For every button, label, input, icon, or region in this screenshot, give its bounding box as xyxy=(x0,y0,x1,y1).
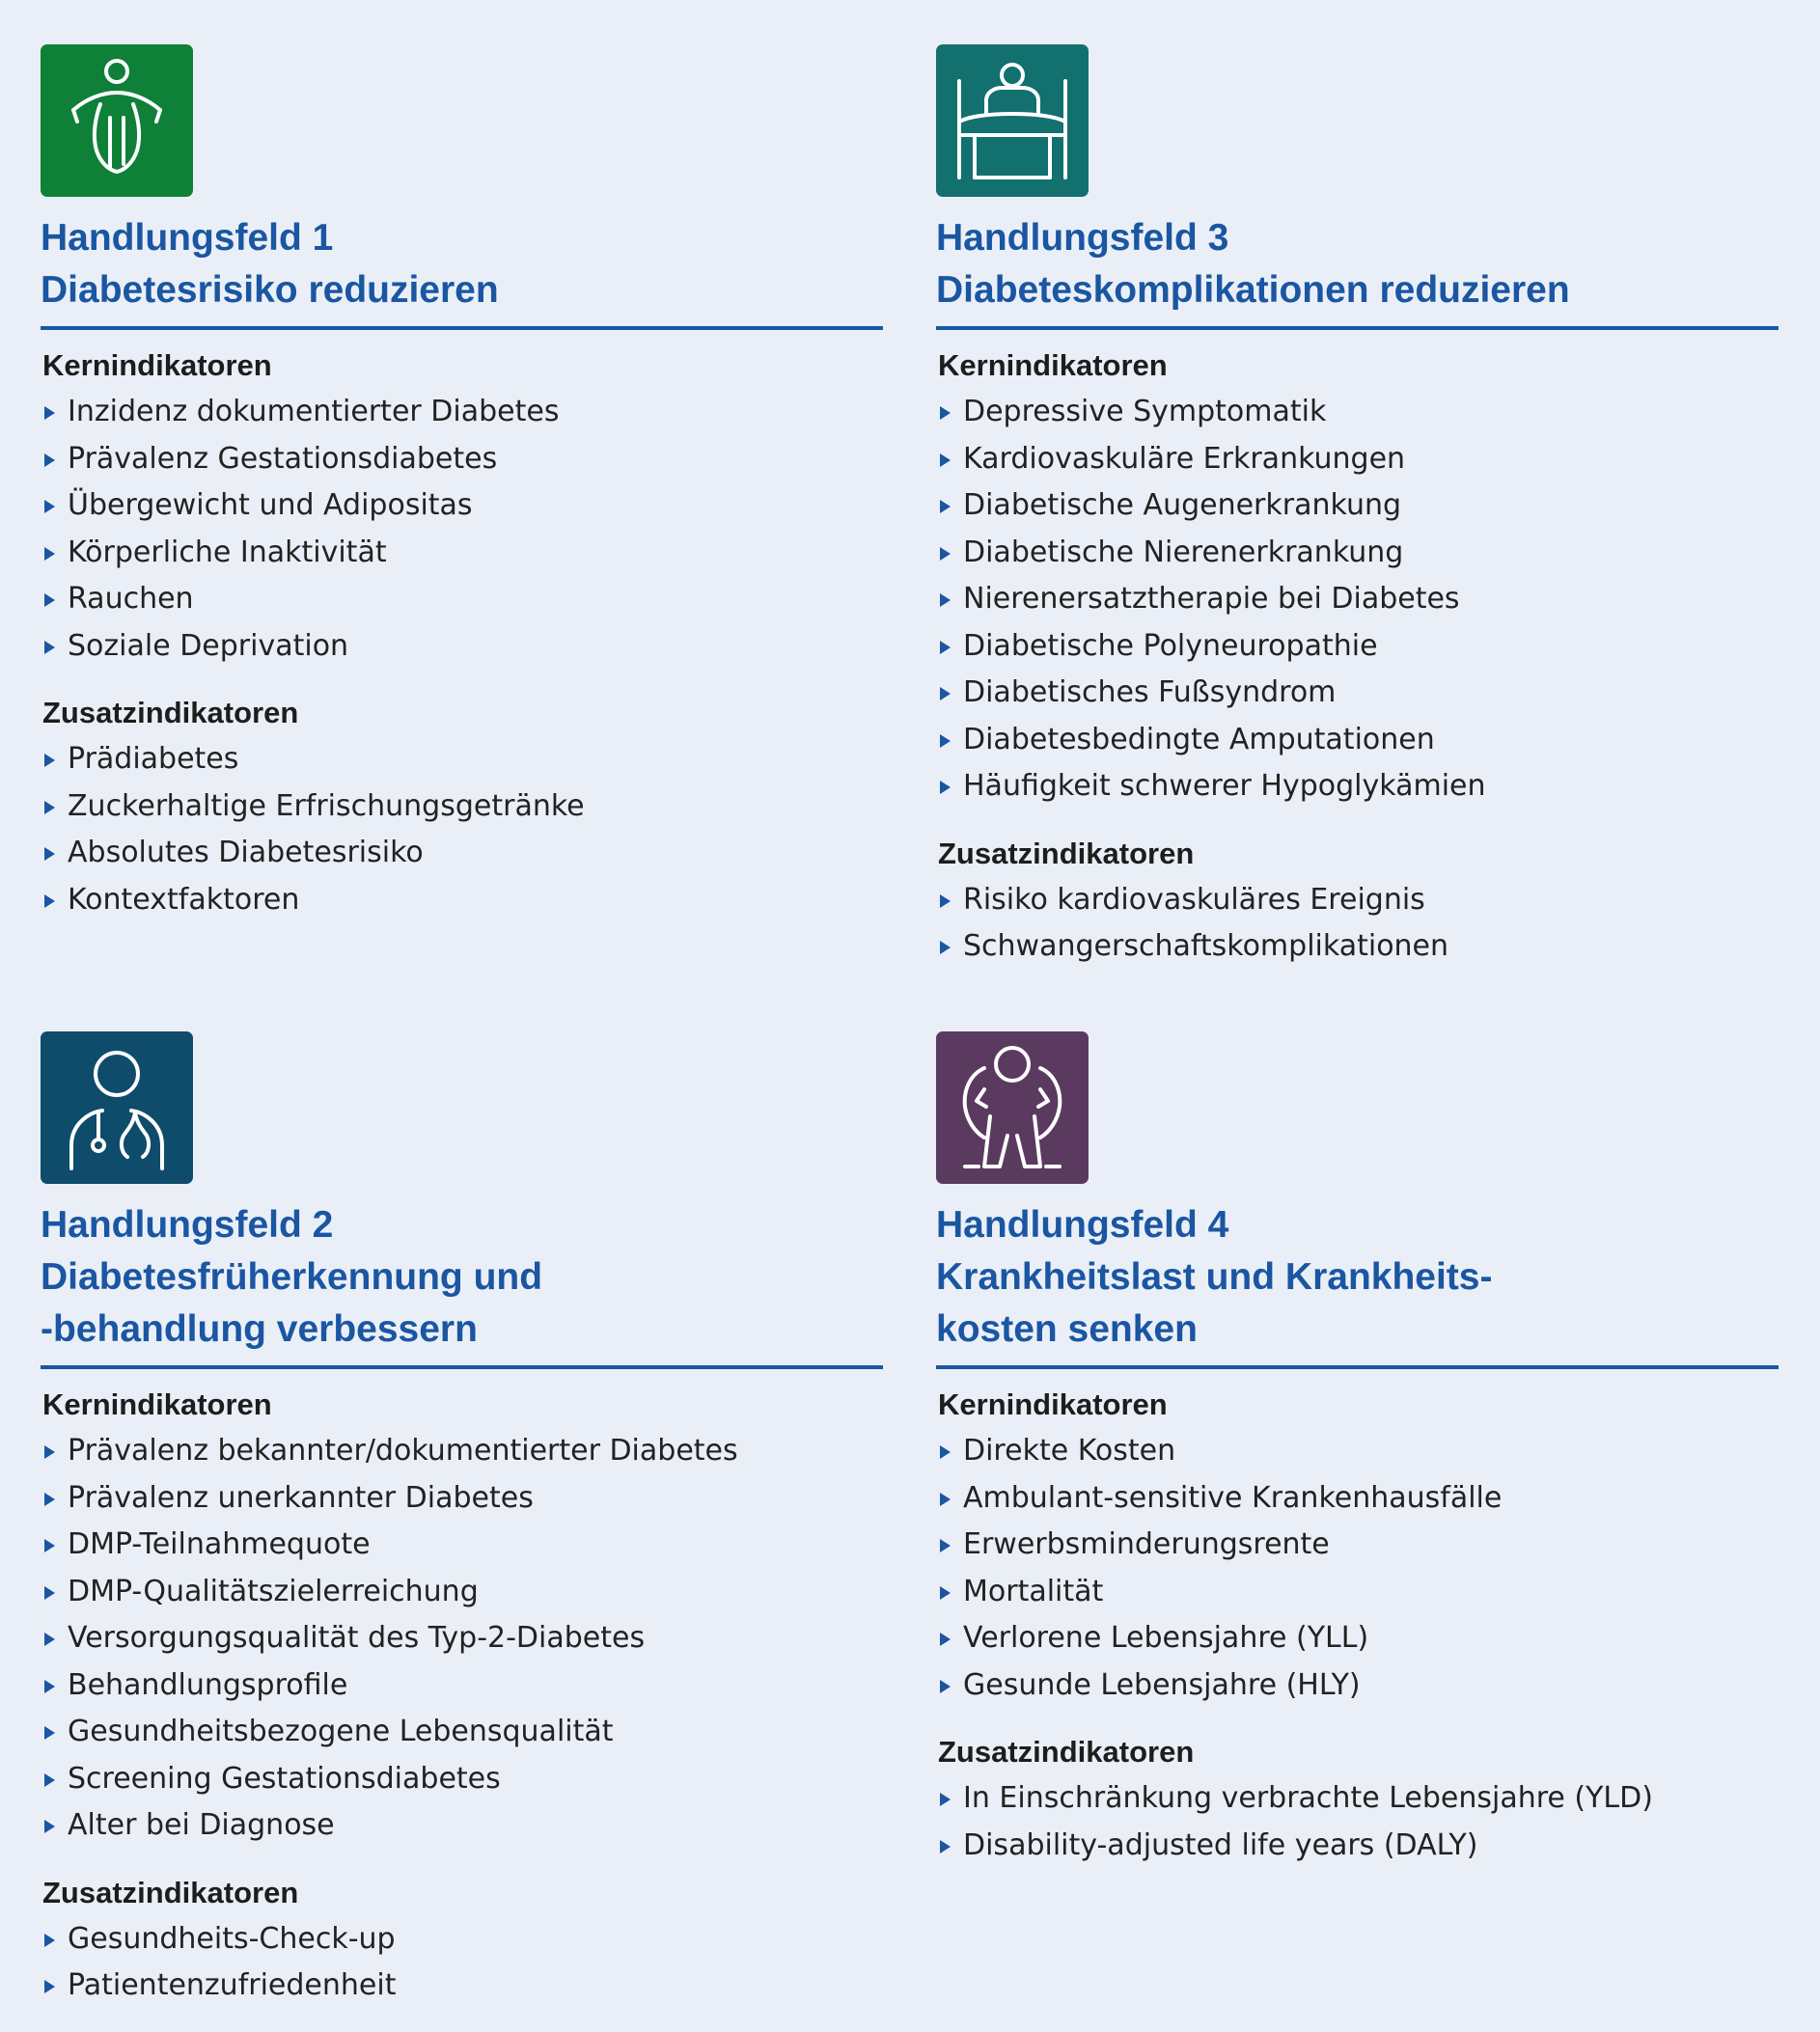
list-item: Diabetische Augenerkrankung xyxy=(936,482,1779,530)
list-item: Mortalität xyxy=(936,1569,1779,1616)
list-item: Screening Gestationsdiabetes xyxy=(41,1756,883,1803)
list-item: Nierenersatztherapie bei Diabetes xyxy=(936,576,1779,623)
list-item: DMP-Teilnahmequote xyxy=(41,1522,883,1569)
list-item: Diabetische Nierenerkrankung xyxy=(936,530,1779,577)
action-field-3-icon-box xyxy=(936,44,1089,197)
list-item: Gesundheitsbezogene Lebensqualität xyxy=(41,1709,883,1756)
additional-indicators-list xyxy=(41,736,883,923)
list-item: Zuckerhaltige Erfrischungsgetränke xyxy=(41,783,883,831)
additional-indicators-list xyxy=(41,1916,883,2010)
list-item: Absolutes Diabetesrisiko xyxy=(41,830,883,877)
core-indicators-title: Kernindikatoren xyxy=(938,348,1168,382)
list-item: Schwangerschaftskomplikationen xyxy=(936,923,1779,971)
action-field-4-heading xyxy=(936,1199,1779,1369)
action-field-1-panel xyxy=(41,44,883,923)
heading-line: Handlungsfeld 3 xyxy=(936,217,1229,259)
heading-line: -behandlung verbessern xyxy=(41,1308,478,1350)
additional-indicators-list xyxy=(936,877,1779,971)
list-item: Diabetisches Fußsyndrom xyxy=(936,670,1779,717)
action-field-3-panel xyxy=(936,44,1779,971)
list-item: Kardiovaskuläre Erkrankungen xyxy=(936,436,1779,483)
action-field-1-icon-box xyxy=(41,44,193,197)
list-item: Prävalenz bekannter/dokumentierter Diabetes xyxy=(41,1428,883,1475)
list-item: In Einschränkung verbrachte Lebensjahre (YLD) xyxy=(936,1775,1779,1823)
core-indicators-title: Kernindikatoren xyxy=(938,1387,1168,1421)
core-indicators-list xyxy=(936,1428,1779,1709)
additional-indicators-list xyxy=(936,1775,1779,1869)
list-item: Prävalenz unerkannter Diabetes xyxy=(41,1475,883,1523)
core-indicators-list xyxy=(41,389,883,670)
list-item: Prävalenz Gestationsdiabetes xyxy=(41,436,883,483)
heading-line: Diabetesrisiko reduzieren xyxy=(41,269,499,311)
core-indicators-list xyxy=(41,1428,883,1850)
list-item: Alter bei Diagnose xyxy=(41,1802,883,1850)
core-indicators-list xyxy=(936,389,1779,810)
list-item: Prädiabetes xyxy=(41,736,883,783)
core-indicators-title: Kernindikatoren xyxy=(42,1387,272,1421)
list-item: Depressive Symptomatik xyxy=(936,389,1779,436)
additional-indicators-title: Zusatzindikatoren xyxy=(42,1875,299,1909)
action-field-4-icon-box xyxy=(936,1031,1089,1184)
core-indicators-title: Kernindikatoren xyxy=(42,348,272,382)
list-item: Risiko kardiovaskuläres Ereignis xyxy=(936,877,1779,924)
list-item: Behandlungsprofile xyxy=(41,1662,883,1710)
list-item: Versorgungsqualität des Typ-2-Diabetes xyxy=(41,1615,883,1662)
action-field-3-heading xyxy=(936,212,1779,330)
person-in-bed-icon xyxy=(936,44,1089,197)
heading-line: Krankheitslast und Krankheits- xyxy=(936,1256,1493,1298)
action-field-1-heading xyxy=(41,212,883,330)
heading-line: Handlungsfeld 1 xyxy=(41,217,334,259)
list-item: Gesunde Lebensjahre (HLY) xyxy=(936,1662,1779,1710)
list-item: Direkte Kosten xyxy=(936,1428,1779,1475)
list-item: Verlorene Lebensjahre (YLL) xyxy=(936,1615,1779,1662)
list-item: Körperliche Inaktivität xyxy=(41,530,883,577)
list-item: Diabetische Polyneuropathie xyxy=(936,623,1779,671)
list-item: Patientenzufriedenheit xyxy=(41,1963,883,2010)
additional-indicators-title: Zusatzindikatoren xyxy=(42,696,299,729)
list-item: Rauchen xyxy=(41,576,883,623)
heading-line: Handlungsfeld 2 xyxy=(41,1204,334,1246)
additional-indicators-title: Zusatzindikatoren xyxy=(938,1735,1195,1769)
person-bent-over-icon xyxy=(936,1031,1089,1184)
additional-indicators-title: Zusatzindikatoren xyxy=(938,836,1195,870)
list-item: Soziale Deprivation xyxy=(41,623,883,671)
action-field-2-icon-box xyxy=(41,1031,193,1184)
action-field-2-panel xyxy=(41,1031,883,2010)
action-field-4-panel xyxy=(936,1031,1779,1869)
list-item: Erwerbsminderungsrente xyxy=(936,1522,1779,1569)
heading-line: Diabeteskomplikationen reduzieren xyxy=(936,269,1570,311)
list-item: Inzidenz dokumentierter Diabetes xyxy=(41,389,883,436)
list-item: Häufigkeit schwerer Hypoglykämien xyxy=(936,763,1779,810)
doctor-stethoscope-icon xyxy=(41,1031,193,1184)
list-item: Disability-adjusted life years (DALY) xyxy=(936,1823,1779,1870)
heading-line: kosten senken xyxy=(936,1308,1198,1350)
list-item: DMP-Qualitätszielerreichung xyxy=(41,1569,883,1616)
heading-line: Handlungsfeld 4 xyxy=(936,1204,1229,1246)
action-field-2-heading xyxy=(41,1199,883,1369)
list-item: Diabetesbedingte Amputationen xyxy=(936,717,1779,764)
person-jumping-icon xyxy=(41,44,193,197)
list-item: Kontextfaktoren xyxy=(41,877,883,924)
heading-line: Diabetesfrüherkennung und xyxy=(41,1256,543,1298)
list-item: Übergewicht und Adipositas xyxy=(41,482,883,530)
list-item: Ambulant-sensitive Krankenhausfälle xyxy=(936,1475,1779,1523)
list-item: Gesundheits-Check-up xyxy=(41,1916,883,1963)
